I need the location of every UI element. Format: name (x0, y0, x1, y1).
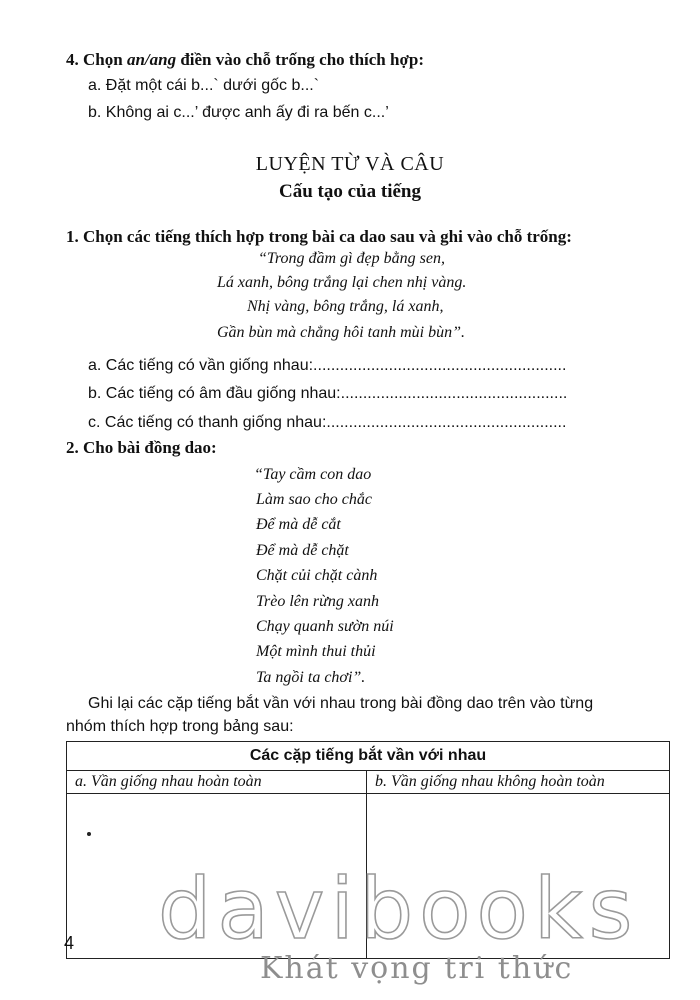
exercise-1-poem-line-4: Gần bùn mà chẳng hôi tanh mùi bùn”. (217, 324, 465, 341)
exercise-1-item-a: a. Các tiếng có vần giống nhau:......................................................... (88, 357, 567, 374)
answer-table-header: Các cặp tiếng bắt vần với nhau (67, 742, 670, 771)
exercise-2-poem-line-5: Chặt củi chặt cành (256, 567, 378, 584)
exercise-4-item-a: a. Đặt một cái b...` dưới gốc b...` (88, 77, 320, 94)
exercise-2-poem-line-7: Chạy quanh sườn núi (256, 618, 394, 635)
exercise-2-poem-line-2: Làm sao cho chắc (256, 491, 372, 508)
exercise-1-poem-line-3: Nhị vàng, bông trắng, lá xanh, (247, 298, 444, 315)
exercise-1-poem-line-1: “Trong đầm gì đẹp bằng sen, (258, 250, 445, 267)
exercise-2-poem-line-1: “Tay cầm con dao (254, 466, 372, 483)
exercise-1-item-c: c. Các tiếng có thanh giống nhau:...................................................... (88, 414, 567, 431)
exercise-1-poem-line-2: Lá xanh, bông trắng lại chen nhị vàng. (217, 274, 467, 291)
exercise-2-instruction-line-1: Ghi lại các cặp tiếng bắt vần với nhau trong bài đồng dao trên vào từng (88, 695, 594, 712)
exercise-2-poem-line-6: Trèo lên rừng xanh (256, 593, 379, 610)
exercise-4-item-b: b. Không ai c...’ được anh ấy đi ra bến c...’ (88, 104, 389, 121)
answer-table-column-b: b. Vần giống nhau không hoàn toàn (367, 771, 670, 794)
exercise-2-instruction-line-2: nhóm thích hợp trong bảng sau: (66, 718, 294, 735)
exercise-2-title: 2. Cho bài đồng dao: (66, 438, 217, 457)
exercise-1-item-b: b. Các tiếng có âm đầu giống nhau:................................................... (88, 385, 568, 402)
watermark-slogan: Khát vọng tri thức (260, 951, 574, 986)
exercise-4-title-post: điền vào chỗ trống cho thích hợp: (176, 50, 424, 69)
exercise-2-poem-line-9: Ta ngồi ta chơi”. (256, 669, 366, 686)
page-number: 4 (64, 933, 75, 953)
exercise-4-title (66, 50, 424, 70)
exercise-4-title-italic: an/ang (126, 50, 177, 69)
exercise-2-poem-line-4: Để mà dễ chặt (256, 542, 349, 559)
stray-dot (87, 832, 91, 836)
section-title: LUYỆN TỪ VÀ CÂU (255, 153, 445, 175)
section-subtitle: Cấu tạo của tiếng (279, 181, 421, 202)
answer-table-column-a: a. Vần giống nhau hoàn toàn (67, 771, 367, 794)
exercise-2-poem-line-8: Một mình thui thủi (256, 643, 376, 660)
exercise-1-title: 1. Chọn các tiếng thích hợp trong bài ca dao sau và ghi vào chỗ trống: (66, 227, 572, 246)
exercise-4-number: 4. (66, 50, 79, 69)
exercise-4-title-pre: Chọn (83, 50, 127, 69)
exercise-2-poem-line-3: Để mà dễ cắt (256, 516, 341, 533)
watermark-brand: davibooks (158, 860, 639, 958)
